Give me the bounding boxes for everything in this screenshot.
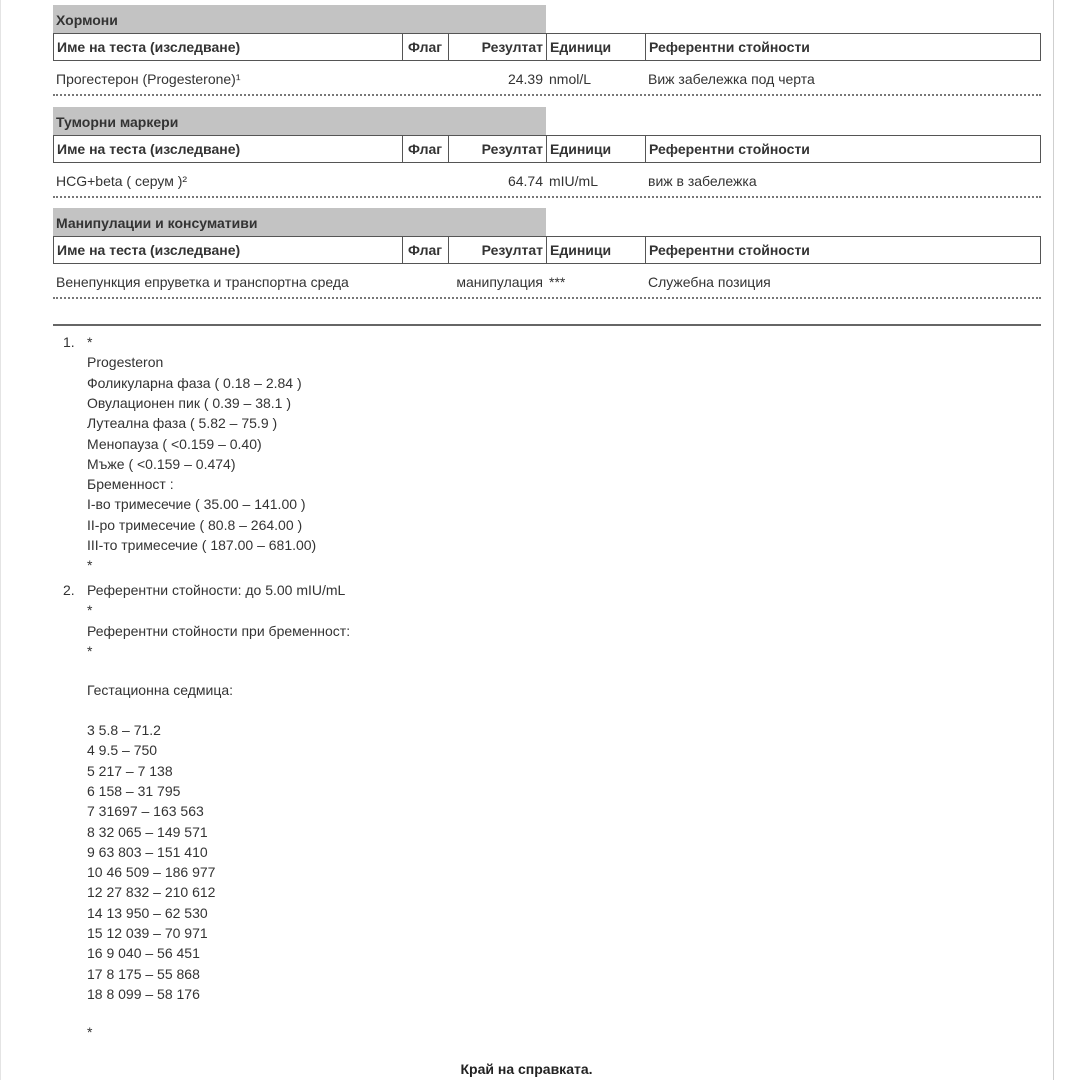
footnote-line: Лутеална фаза ( 5.82 – 75.9 ) [87,415,278,432]
section-title: Хормони [53,5,546,33]
test-result: манипулация [456,274,543,290]
col-flag: Флаг [403,237,449,263]
test-reference: Виж забележка под черта [648,71,815,87]
test-name: Венепункция епруветка и транспортна среда [56,274,349,290]
col-reference: Референтни стойности [649,141,810,157]
gestation-row: 18 8 099 – 58 176 [87,985,200,1002]
footnote-line: III-то тримесечие ( 187.00 – 681.00) [87,537,317,553]
footnote-line: Фоликуларна фаза ( 0.18 – 2.84 ) [87,374,302,391]
report-end: Край на справката. [460,1061,593,1077]
section-1 [53,5,1041,96]
gestation-row: 12 27 832 – 210 612 [87,884,216,901]
col-result: Резултат [449,136,547,162]
col-units: Единици [547,237,646,263]
gestation-row: 9 63 803 – 151 410 [87,843,208,860]
table-header [53,236,1041,264]
table-row [53,64,1041,96]
test-units: nmol/L [549,71,592,87]
footnote-separator [53,324,1041,326]
col-name: Име на теста (изследване) [54,237,403,263]
section-title: Туморни маркери [53,107,546,135]
gestation-row: 15 12 039 – 70 971 [87,925,208,941]
test-result: 24.39 [507,71,543,87]
footnote-line: Референтни стойности при бременност: [87,622,351,639]
section-title: Манипулации и консумативи [53,208,546,236]
footnote-line: * [87,642,93,659]
col-reference: Референтни стойности [649,39,810,55]
gestation-row: 6 158 – 31 795 [87,782,181,799]
page-border-right [1053,0,1054,1080]
col-units: Единици [547,136,646,162]
footnote-line: II-ро тримесечие ( 80.8 – 264.00 ) [87,516,303,533]
footnote-line: * [87,557,93,574]
col-units: Единици [547,34,646,60]
table-row [53,166,1041,198]
test-reference: Служебна позиция [648,274,771,290]
gestation-row: 16 9 040 – 56 451 [87,945,200,962]
footnote-line: Овулационен пик ( 0.39 – 38.1 ) [87,394,292,411]
footnote-line: Бременност : [87,476,174,493]
footnote-line: Progesteron [87,354,164,371]
test-flag [402,166,448,196]
gestation-row: 7 31697 – 163 563 [87,803,204,820]
footnote-number: 2. [63,582,75,598]
test-units: mIU/mL [549,173,598,189]
test-result: 64.74 [507,173,543,189]
col-flag: Флаг [403,136,449,162]
footnote-line: Менопауза ( <0.159 – 0.40) [87,435,262,452]
test-reference: виж в забележка [648,173,757,189]
gestation-row: 4 9.5 – 750 [87,742,158,759]
test-flag [402,64,448,94]
col-name: Име на теста (изследване) [54,34,403,60]
gestation-row: 5 217 – 7 138 [87,762,173,779]
gestation-row: 14 13 950 – 62 530 [87,904,208,921]
col-result: Резултат [449,237,547,263]
footnote-number: 1. [63,334,75,350]
col-name: Име на теста (изследване) [54,136,403,162]
footnote-line: Мъже ( <0.159 – 0.474) [87,455,236,472]
gestation-row: 10 46 509 – 186 977 [87,864,216,881]
test-name: Прогестерон (Progesterone)¹ [56,71,241,87]
table-header [53,33,1041,61]
gestation-row: 3 5.8 – 71.2 [87,722,161,738]
table-header [53,135,1041,163]
test-flag [402,267,448,297]
footnote-line: * [87,1024,93,1040]
footnote-line: I-во тримесечие ( 35.00 – 141.00 ) [87,496,306,513]
gestation-row: 8 32 065 – 149 571 [87,823,208,840]
page-border-left [0,0,1,1080]
footnote-line: * [87,602,93,619]
table-row [53,267,1041,299]
col-reference: Референтни стойности [649,242,810,258]
gestation-title: Гестационна седмица: [87,682,234,698]
section-2 [53,107,1041,198]
test-units: *** [549,274,566,290]
col-flag: Флаг [403,34,449,60]
footnote-line: * [87,334,93,350]
footnote-line: Референтни стойности: до 5.00 mIU/mL [87,582,346,598]
col-result: Резултат [449,34,547,60]
section-3 [53,208,1041,299]
gestation-row: 17 8 175 – 55 868 [87,965,200,982]
test-name: HCG+beta ( серум )² [56,173,188,189]
